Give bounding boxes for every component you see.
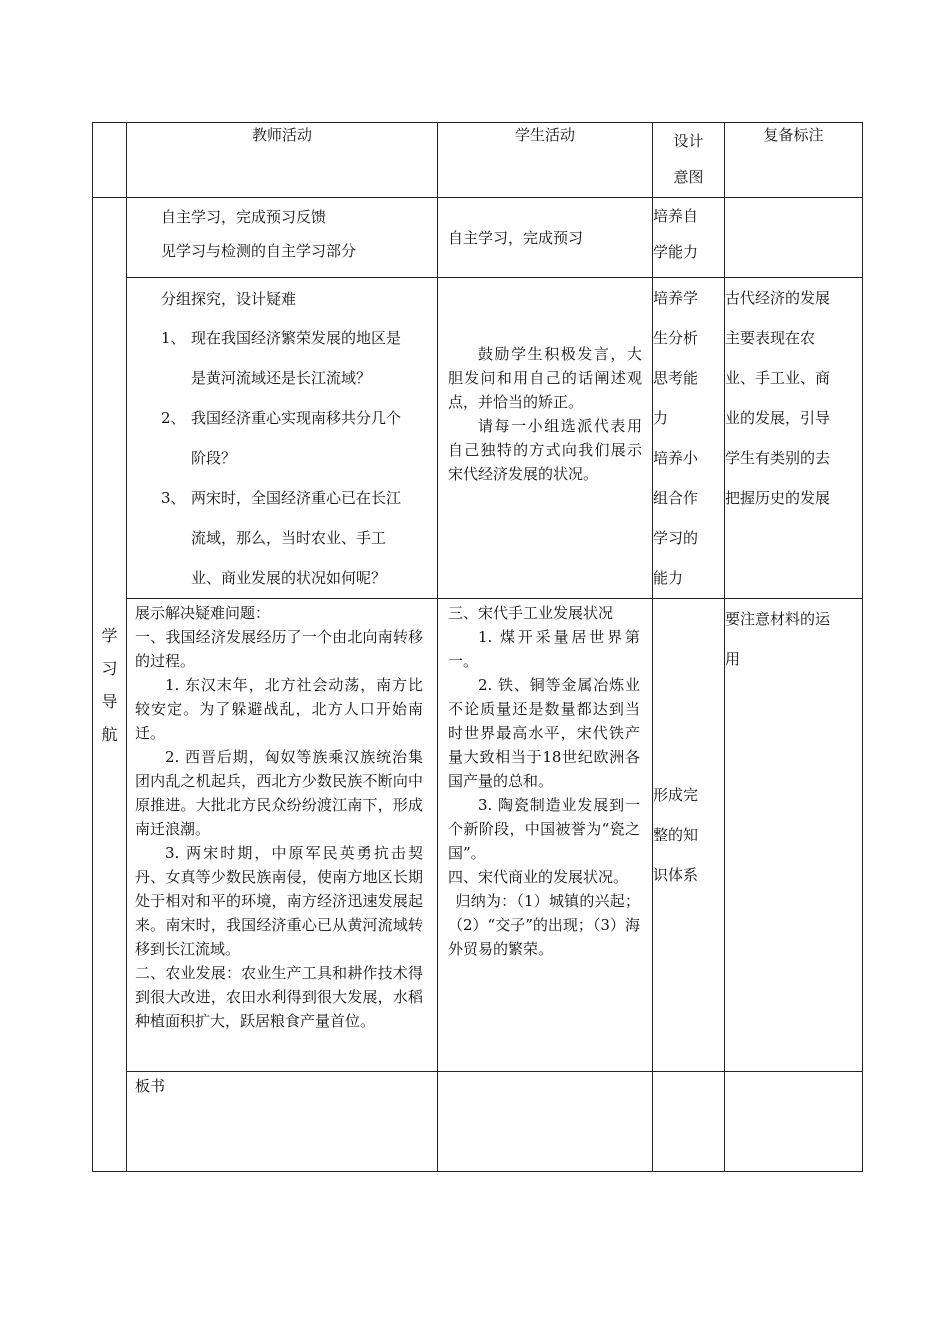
question-1-line-1: 现在我国经济繁荣发展的地区是 (191, 329, 402, 347)
header-design-line-1: 设计 (673, 132, 704, 150)
self-study-teacher (127, 198, 438, 278)
solutions-design-line-1: 形成完 (653, 786, 699, 804)
self-study-design-line-1: 培养自 (653, 207, 699, 225)
solutions-design-line-3: 识体系 (653, 866, 699, 884)
inquiry-review-line-4: 业的发展，引导 (725, 409, 831, 427)
inquiry-design-line-6: 组合作 (653, 489, 699, 507)
solutions-design-line-2: 整的知 (653, 826, 699, 844)
inquiry-review (725, 278, 863, 599)
inquiry-student-para-2: 请每一小组选派代表用自己独特的方式向我们展示宋代经济发展的状况。 (448, 417, 642, 483)
solutions-student (438, 599, 653, 1072)
side-char-1: 学 (101, 625, 118, 645)
header-row (93, 123, 863, 198)
self-study-review (725, 198, 863, 278)
inquiry-design-line-7: 学习的 (653, 529, 699, 547)
solutions-review-line-2: 用 (725, 650, 741, 668)
self-study-teacher-line-1: 自主学习，完成预习反馈 (161, 208, 327, 226)
solutions-student-point-3: 三、宋代手工业发展状况 (448, 604, 614, 622)
question-1-line-2: 是黄河流域还是长江流域？ (191, 369, 372, 387)
inquiry-review-line-5: 学生有类别的去 (725, 449, 831, 467)
solutions-student-point-4: 四、宋代商业的发展状况。 (448, 868, 629, 886)
solutions-student-craft-1: 1. 煤开采量居世界第一。 (448, 628, 640, 670)
solutions-design (653, 599, 725, 1072)
inquiry-design (653, 278, 725, 599)
side-char-4: 航 (101, 724, 118, 744)
header-student-activity: 学生活动 (438, 123, 653, 198)
solutions-review (725, 599, 863, 1072)
self-study-student: 自主学习，完成预习 (438, 198, 653, 278)
solutions-teacher-point-2: 二、农业发展：农业生产工具和耕作技术得到很大改进，农田水利得到很大发展，水稻种植面积扩大，跃居粮食产量首位。 (135, 964, 423, 1030)
inquiry-review-line-6: 把握历史的发展 (725, 489, 831, 507)
header-teacher-activity: 教师活动 (127, 123, 438, 198)
question-2-number: 2、 (161, 409, 186, 427)
inquiry-question-2 (161, 398, 437, 478)
row-self-study (93, 198, 863, 278)
inquiry-student (438, 278, 653, 599)
inquiry-design-line-1: 培养学 (653, 289, 699, 307)
question-3-line-3: 业、商业发展的状况如何呢？ (191, 569, 387, 587)
row-board (93, 1072, 863, 1172)
question-3-line-2: 流域，那么，当时农业、手工 (191, 529, 387, 547)
inquiry-design-line-5: 培养小 (653, 449, 699, 467)
question-3-number: 3、 (161, 489, 186, 507)
inquiry-student-para-1: 鼓励学生积极发言，大胆发问和用自己的话阐述观点，并恰当的矫正。 (448, 345, 642, 411)
side-char-2: 习 (101, 658, 118, 678)
inquiry-teacher (127, 278, 438, 599)
inquiry-design-line-8: 能力 (653, 569, 684, 587)
solutions-student-craft-3: 3. 陶瓷制造业发展到一个新阶段，中国被誉为“瓷之国”。 (448, 796, 640, 862)
board-student (438, 1072, 653, 1172)
header-design-line-2: 意图 (673, 168, 704, 186)
question-2-line-1: 我国经济重心实现南移共分几个 (191, 409, 402, 427)
inquiry-review-line-3: 业、手工业、商 (725, 369, 831, 387)
header-blank-cell (93, 123, 127, 198)
header-design-intent (653, 123, 725, 198)
solutions-teacher-intro: 展示解决疑难问题： (135, 604, 271, 622)
solutions-student-craft-2: 2. 铁、铜等金属冶炼业不论质量还是数量都达到当时世界最高水平，宋代铁产量大致相当于18世纪欧洲各国产量的总和。 (448, 676, 640, 790)
lesson-plan-table (92, 122, 863, 1172)
solutions-teacher-stage-1: 1. 东汉末年，北方社会动荡，南方比较安定。为了躲避战乱，北方人口开始南迁。 (135, 676, 423, 742)
header-review-notes: 复备标注 (725, 123, 863, 198)
inquiry-design-line-3: 思考能 (653, 369, 699, 387)
solutions-teacher-point-1: 一、我国经济发展经历了一个由北向南转移的过程。 (135, 628, 423, 670)
question-2-line-2: 阶段？ (191, 449, 237, 467)
solutions-teacher-stage-2: 2. 西晋后期，匈奴等族乘汉族统治集团内乱之机起兵，西北方少数民族不断向中原推进。大批北方民众纷纷渡江南下，形成南迁浪潮。 (135, 748, 423, 838)
row-solutions (93, 599, 863, 1072)
inquiry-design-line-2: 生分析 (653, 329, 699, 347)
inquiry-review-line-1: 古代经济的发展 (725, 289, 831, 307)
inquiry-question-1 (161, 318, 437, 398)
solutions-student-summary: 归纳为：（1）城镇的兴起；（2）“交子”的出现；（3）海外贸易的繁荣。 (448, 892, 640, 958)
self-study-teacher-line-2: 见学习与检测的自主学习部分 (161, 242, 357, 260)
solutions-teacher (127, 599, 438, 1072)
side-char-3: 导 (101, 691, 118, 711)
inquiry-teacher-title: 分组探究，设计疑难 (161, 290, 297, 308)
row-group-inquiry (93, 278, 863, 599)
inquiry-question-3 (161, 478, 437, 598)
question-3-line-1: 两宋时，全国经济重心已在长江 (191, 489, 402, 507)
self-study-design-line-2: 学能力 (653, 243, 699, 261)
solutions-teacher-stage-3: 3. 两宋时期，中原军民英勇抗击契丹、女真等少数民族南侵，使南方地区长期处于相对和平的环境，南方经济迅速发展起来。南宋时，我国经济重心已从黄河流域转移到长江流域。 (135, 844, 423, 958)
board-teacher: 板书 (127, 1072, 438, 1172)
self-study-design (653, 198, 725, 278)
side-label-learning-guide (93, 198, 127, 1172)
board-design (653, 1072, 725, 1172)
inquiry-review-line-2: 主要表现在农 (725, 329, 816, 347)
board-review (725, 1072, 863, 1172)
question-1-number: 1、 (161, 329, 186, 347)
inquiry-design-line-4: 力 (653, 409, 669, 427)
solutions-review-line-1: 要注意材料的运 (725, 610, 831, 628)
